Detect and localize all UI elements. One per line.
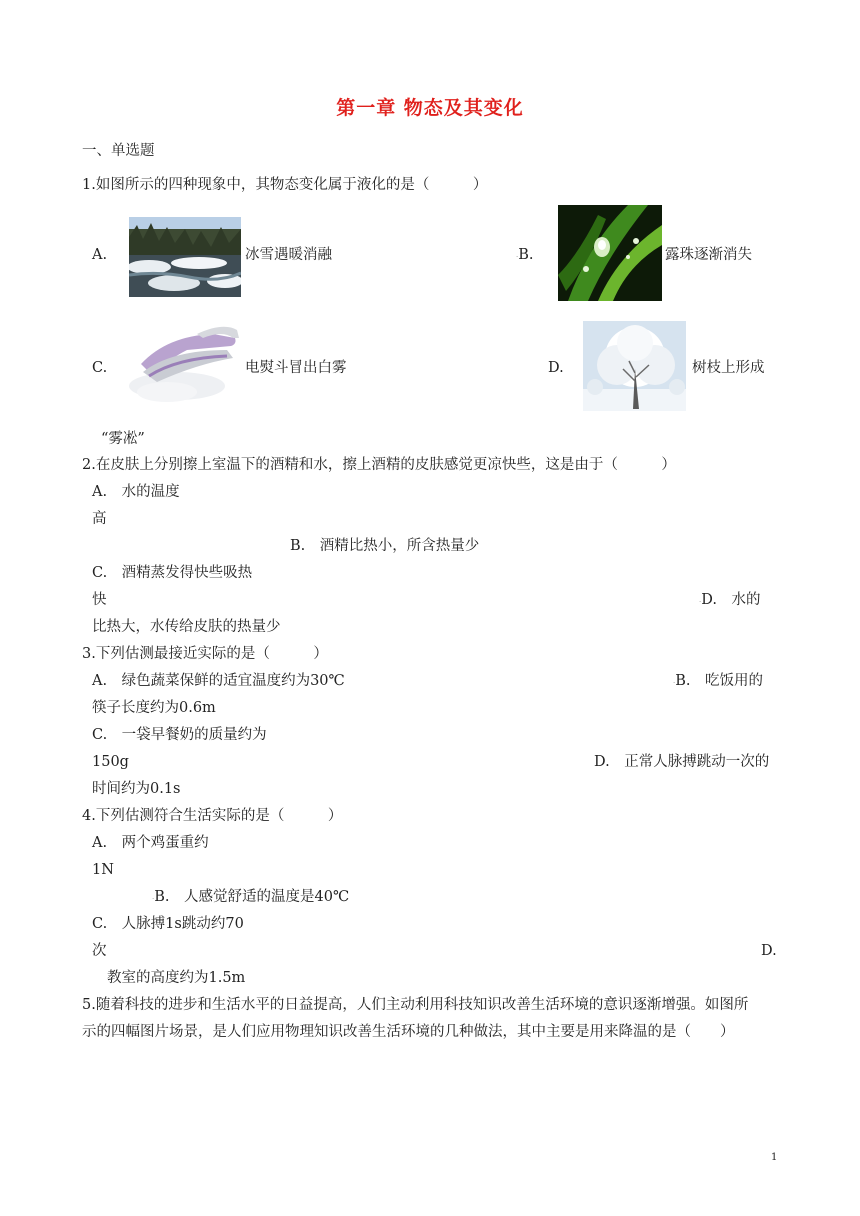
q3-option-c-continuation: 150g xyxy=(92,754,129,770)
q1-option-c-text: 电熨斗冒出白雾 xyxy=(245,360,347,376)
q1-option-c-letter: C. xyxy=(92,360,108,376)
q3-option-b-label: B. 吃饭用的 xyxy=(675,673,763,689)
section-heading: 一、单选题 xyxy=(82,143,155,159)
q4-option-a: A. 两个鸡蛋重约 xyxy=(92,835,209,851)
q3-option-a: A. 绿色蔬菜保鲜的适宜温度约为30℃ xyxy=(92,673,345,689)
q1-option-b-letter: ·B. xyxy=(516,247,534,263)
q1-option-b-label: B. xyxy=(518,247,534,263)
q4-option-b: ·B. 人感觉舒适的温度是40℃ xyxy=(152,889,350,905)
page-number: 1 xyxy=(771,1152,778,1163)
q1-option-d-letter: D. xyxy=(548,360,564,376)
q3-option-d-continuation: 时间约为0.1s xyxy=(92,781,181,797)
q1-option-d-text: 树枝上形成 xyxy=(692,360,765,376)
q2-option-d-continuation: 比热大，水传给皮肤的热量少 xyxy=(92,619,281,635)
q2-option-d: ·D. 水的 xyxy=(699,592,761,608)
q3-option-b: ·B. 吃饭用的 xyxy=(673,673,763,689)
q2-option-a-continuation: 高 xyxy=(92,511,107,527)
q2-stem: 2.在皮肤上分别擦上室温下的酒精和水，擦上酒精的皮肤感觉更凉快些，这是由于（ ） xyxy=(82,457,676,473)
frosted-tree-image xyxy=(583,321,686,411)
q3-stem: 3.下列估测最接近实际的是（ ） xyxy=(82,646,328,662)
q5-stem-line-2: 示的四幅图片场景，是人们应用物理知识改善生活环境的几种做法，其中主要是用来降温的是（ ） xyxy=(82,1024,735,1040)
q4-option-d-continuation: 教室的高度约为1.5m xyxy=(107,970,246,986)
q2-option-c-continuation: 快 xyxy=(92,592,107,608)
q4-option-c: C. 人脉搏1s跳动约70 xyxy=(92,916,244,932)
q4-option-c-continuation: 次 xyxy=(92,943,107,959)
q4-option-d: D. xyxy=(761,943,777,959)
q1-option-a-letter: A. xyxy=(92,247,108,263)
q5-stem-line-1: 5.随着科技的进步和生活水平的日益提高，人们主动利用科技知识改善生活环境的意识逐渐增强。如图所 xyxy=(82,997,749,1013)
q2-option-d-label: D. 水的 xyxy=(701,592,761,608)
q4-option-b-label: B. 人感觉舒适的温度是40℃ xyxy=(154,889,350,905)
q2-option-a: A. 水的温度 xyxy=(92,484,180,500)
q4-stem: 4.下列估测符合生活实际的是（ ） xyxy=(82,808,343,824)
dew-drop-leaf-image xyxy=(558,205,662,301)
q1-option-d-continuation: “雾凇” xyxy=(101,431,145,447)
q1-stem: 1.如图所示的四种现象中，其物态变化属于液化的是（ ） xyxy=(82,177,488,193)
q4-option-a-continuation: 1N xyxy=(92,862,114,878)
q2-option-b: B. 酒精比热小，所含热量少 xyxy=(290,538,480,554)
melting-snow-river-image xyxy=(129,217,241,297)
page-title: 第一章 物态及其变化 xyxy=(336,97,524,119)
q3-option-d: D. 正常人脉搏跳动一次的 xyxy=(594,754,770,770)
steam-iron-image xyxy=(127,320,241,406)
q1-option-a-text: 冰雪遇暖消融 xyxy=(245,247,332,263)
q2-option-c: C. 酒精蒸发得快些吸热 xyxy=(92,565,253,581)
q3-option-b-continuation: 筷子长度约为0.6m xyxy=(92,700,216,716)
q1-option-b-text: 露珠逐渐消失 xyxy=(665,247,752,263)
q3-option-c: C. 一袋早餐奶的质量约为 xyxy=(92,727,267,743)
